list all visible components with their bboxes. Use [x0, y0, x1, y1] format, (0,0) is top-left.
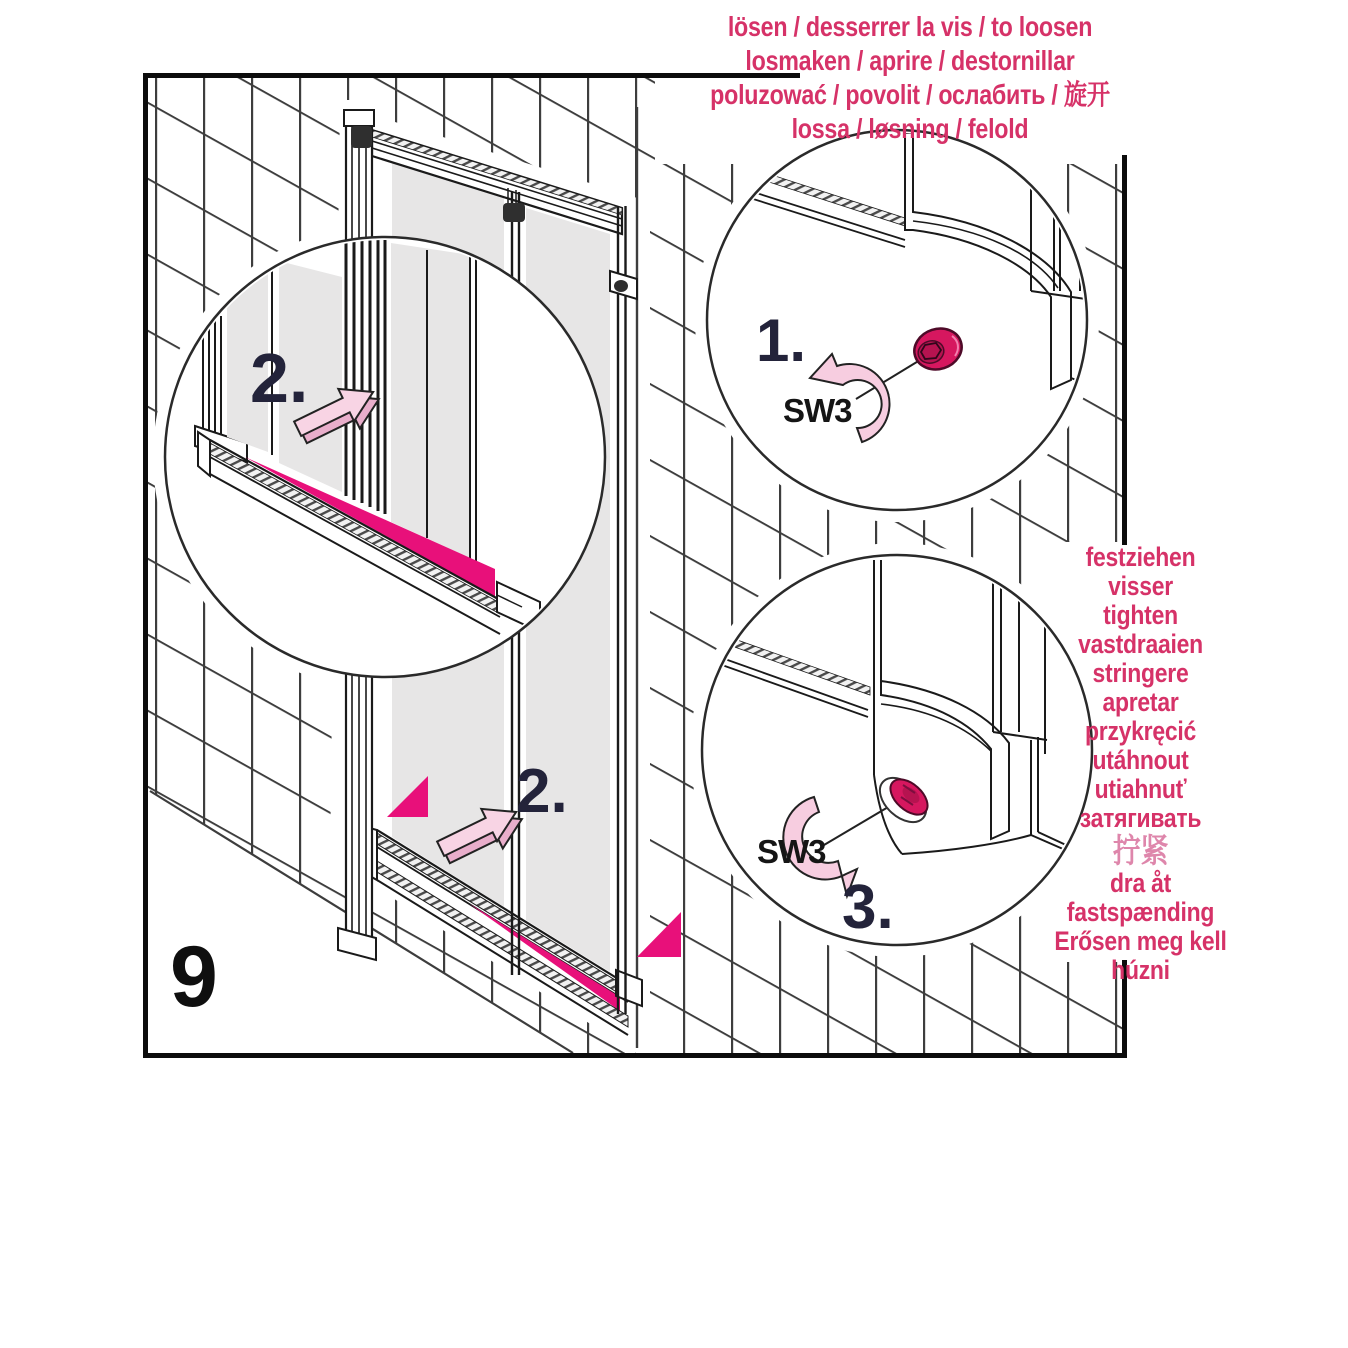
caption-line: dra åt	[1110, 868, 1171, 898]
step-label-3: 3.	[842, 873, 894, 942]
caption-line: lossa / løsning / felold	[791, 113, 1029, 144]
caption-line: festziehen	[1085, 542, 1196, 572]
wrench-size-label-bottom: SW3	[757, 833, 826, 870]
caption-line: fastspænding	[1066, 897, 1215, 927]
caption-line: visser	[1108, 571, 1173, 601]
caption-line: apretar	[1102, 687, 1179, 717]
caption-line: losmaken / aprire / destornillar	[745, 45, 1075, 76]
wrench-size-label-top: SW3	[783, 392, 852, 429]
caption-line: vastdraaien	[1078, 629, 1203, 659]
caption-line: utáhnout	[1092, 745, 1189, 775]
caption-line: 拧紧	[1112, 832, 1169, 869]
caption-line: przykręcić	[1084, 716, 1197, 746]
caption-line: tighten	[1103, 600, 1178, 630]
roller-right	[614, 280, 628, 292]
step-label-2-main: 2.	[516, 757, 568, 826]
caption-line: Erősen meg kell húzni	[1054, 926, 1227, 985]
detail-circle-3	[702, 555, 1092, 945]
caption-line: poluzować / povolit / ослабить / 旋开	[710, 79, 1110, 110]
caption-loosen	[694, 10, 1126, 146]
roller-left	[351, 126, 372, 148]
step-label-2-zoom: 2.	[250, 339, 309, 417]
step-label-1: 1.	[756, 307, 807, 374]
caption-tighten	[1036, 543, 1244, 985]
caption-line: stringere	[1092, 658, 1189, 688]
zoom2-glass-c	[391, 243, 470, 558]
detail-circle-2	[165, 236, 605, 677]
caption-line: lösen / desserrer la vis / to loosen	[727, 11, 1093, 42]
figure-number: 9	[170, 929, 218, 1025]
caption-line: utiahnuť	[1094, 774, 1187, 804]
roller-middle	[503, 203, 525, 222]
caption-line: затягивать	[1079, 803, 1202, 833]
